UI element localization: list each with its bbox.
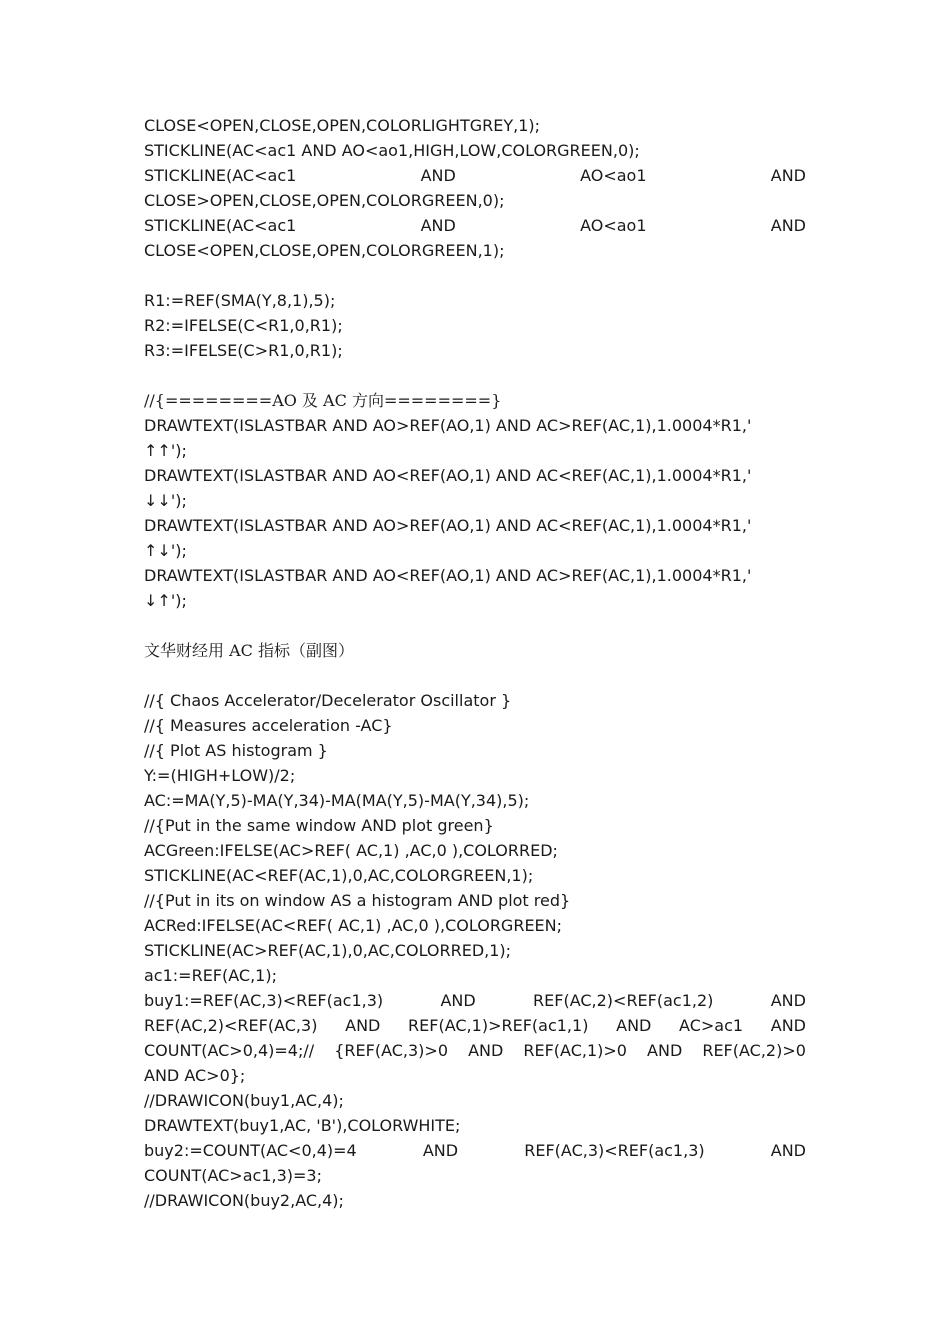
code-line: R3:=IFELSE(C>R1,0,R1); bbox=[144, 341, 343, 360]
code-token: AND bbox=[647, 1041, 683, 1060]
code-token: AND bbox=[468, 1041, 504, 1060]
code-token: REF(AC,1)>0 bbox=[523, 1041, 627, 1060]
heading-line: 文华财经用 AC 指标（副图） bbox=[144, 641, 354, 660]
code-line: //{Put in its on window AS a histogram AND plot red} bbox=[144, 891, 571, 910]
code-token: AO<ao1 bbox=[580, 216, 647, 235]
code-token: AND bbox=[616, 1016, 652, 1035]
code-line: R2:=IFELSE(C<R1,0,R1); bbox=[144, 316, 343, 335]
code-line: COUNT(AC>ac1,3)=3; bbox=[144, 1166, 322, 1185]
code-line: ACRed:IFELSE(AC<REF( AC,1) ,AC,0 ),COLORGREEN; bbox=[144, 916, 563, 935]
code-token: AND bbox=[770, 1016, 806, 1035]
code-line: DRAWTEXT(ISLASTBAR AND AO<REF(AO,1) AND AC<REF(AC,1),1.0004*R1,' bbox=[144, 466, 752, 485]
blank-line bbox=[144, 613, 806, 638]
code-token: AND bbox=[770, 216, 806, 235]
code-token: COUNT(AC>0,4)=4;// bbox=[144, 1041, 315, 1060]
code-line: //DRAWICON(buy1,AC,4); bbox=[144, 1091, 344, 1110]
code-line: R1:=REF(SMA(Y,8,1),5); bbox=[144, 291, 336, 310]
code-token: AC>ac1 bbox=[679, 1016, 744, 1035]
code-line: DRAWTEXT(ISLASTBAR AND AO>REF(AO,1) AND AC>REF(AC,1),1.0004*R1,' bbox=[144, 416, 752, 435]
blank-line bbox=[144, 263, 806, 288]
justified-code-line bbox=[144, 1013, 806, 1038]
code-line: ACGreen:IFELSE(AC>REF( AC,1) ,AC,0 ),COLORRED; bbox=[144, 841, 558, 860]
code-token: AND bbox=[420, 216, 456, 235]
code-token: AND bbox=[770, 1141, 806, 1160]
code-line: Y:=(HIGH+LOW)/2; bbox=[144, 766, 296, 785]
code-token: REF(AC,3)<REF(ac1,3) bbox=[524, 1141, 705, 1160]
code-token: REF(AC,2)<REF(AC,3) bbox=[144, 1016, 318, 1035]
code-line: STICKLINE(AC<ac1 AND AO<ao1,HIGH,LOW,COLORGREEN,0); bbox=[144, 141, 640, 160]
code-line: DRAWTEXT(ISLASTBAR AND AO<REF(AO,1) AND AC>REF(AC,1),1.0004*R1,' bbox=[144, 566, 752, 585]
code-token: AND bbox=[770, 166, 806, 185]
code-token: AND bbox=[420, 166, 456, 185]
code-token: {REF(AC,3)>0 bbox=[334, 1041, 448, 1060]
justified-code-line bbox=[144, 1038, 806, 1063]
code-token: AND bbox=[770, 991, 806, 1010]
code-line: DRAWTEXT(buy1,AC, 'B'),COLORWHITE; bbox=[144, 1116, 461, 1135]
code-token: buy1:=REF(AC,3)<REF(ac1,3) bbox=[144, 991, 384, 1010]
code-line: CLOSE<OPEN,CLOSE,OPEN,COLORGREEN,1); bbox=[144, 241, 505, 260]
code-line: //{ Plot AS histogram } bbox=[144, 741, 328, 760]
code-line: ↑↑'); bbox=[144, 441, 187, 460]
blank-line bbox=[144, 363, 806, 388]
code-line: AC:=MA(Y,5)-MA(Y,34)-MA(MA(Y,5)-MA(Y,34),5); bbox=[144, 791, 530, 810]
blank-line bbox=[144, 663, 806, 688]
code-line: //{ Chaos Accelerator/Decelerator Oscillator } bbox=[144, 691, 512, 710]
code-token: STICKLINE(AC<ac1 bbox=[144, 166, 297, 185]
code-line: ac1:=REF(AC,1); bbox=[144, 966, 277, 985]
code-token: STICKLINE(AC<ac1 bbox=[144, 216, 297, 235]
justified-code-line bbox=[144, 213, 806, 238]
code-token: AND bbox=[345, 1016, 381, 1035]
code-line: CLOSE>OPEN,CLOSE,OPEN,COLORGREEN,0); bbox=[144, 191, 505, 210]
code-line: STICKLINE(AC<REF(AC,1),0,AC,COLORGREEN,1); bbox=[144, 866, 534, 885]
code-line: DRAWTEXT(ISLASTBAR AND AO>REF(AO,1) AND AC<REF(AC,1),1.0004*R1,' bbox=[144, 516, 752, 535]
heading-line: //{========AO 及 AC 方向========} bbox=[144, 391, 502, 410]
code-line: //DRAWICON(buy2,AC,4); bbox=[144, 1191, 344, 1210]
code-line: AND AC>0}; bbox=[144, 1066, 246, 1085]
code-token: AND bbox=[422, 1141, 459, 1160]
code-line: //{ Measures acceleration -AC} bbox=[144, 716, 393, 735]
code-line: //{Put in the same window AND plot green} bbox=[144, 816, 494, 835]
document-page bbox=[144, 113, 806, 1213]
code-token: REF(AC,1)>REF(ac1,1) bbox=[408, 1016, 589, 1035]
code-line: CLOSE<OPEN,CLOSE,OPEN,COLORLIGHTGREY,1); bbox=[144, 116, 541, 135]
justified-code-line bbox=[144, 1138, 806, 1163]
code-line: STICKLINE(AC>REF(AC,1),0,AC,COLORRED,1); bbox=[144, 941, 512, 960]
code-token: AND bbox=[440, 991, 476, 1010]
code-token: REF(AC,2)<REF(ac1,2) bbox=[533, 991, 714, 1010]
justified-code-line bbox=[144, 988, 806, 1013]
code-line: ↓↓'); bbox=[144, 491, 187, 510]
code-token: buy2:=COUNT(AC<0,4)=4 bbox=[144, 1141, 357, 1160]
code-token: REF(AC,2)>0 bbox=[702, 1041, 806, 1060]
justified-code-line bbox=[144, 163, 806, 188]
code-line: ↓↑'); bbox=[144, 591, 187, 610]
code-token: AO<ao1 bbox=[580, 166, 647, 185]
code-line: ↑↓'); bbox=[144, 541, 187, 560]
